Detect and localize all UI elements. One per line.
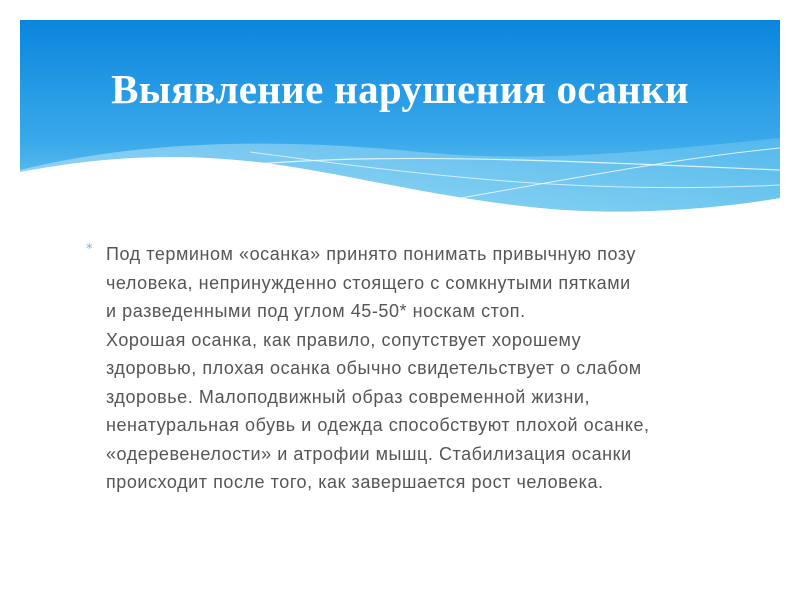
body-line: Под термином «осанка» принято понимать привычную позу xyxy=(106,244,636,264)
bullet-text xyxy=(106,240,726,497)
body-line: и разведенными под углом 45-50* носкам стоп. xyxy=(106,301,526,321)
body-line: «одеревенелости» и атрофии мышц. Стабилизация осанки xyxy=(106,443,632,464)
body-line: здоровью, плохая осанка обычно свидетельствует о слабом xyxy=(106,358,642,378)
body-line: Хорошая осанка, как правило, сопутствует хорошему xyxy=(106,329,582,350)
body-line: здоровье. Малоподвижный образ современной жизни, xyxy=(106,386,590,407)
content-area xyxy=(86,240,726,497)
body-line: ненатуральная обувь и одежда способствуют плохой осанке, xyxy=(106,415,650,435)
wave-decoration xyxy=(20,20,780,240)
header-wave-banner xyxy=(20,20,780,240)
bullet-marker-icon: * xyxy=(86,242,93,257)
bullet-item xyxy=(86,240,726,497)
slide-title: Выявление нарушения осанки xyxy=(111,66,689,112)
body-line: человека, непринужденно стоящего с сомкнутыми пятками xyxy=(106,272,631,293)
body-line: происходит после того, как завершается рост человека. xyxy=(106,472,604,492)
